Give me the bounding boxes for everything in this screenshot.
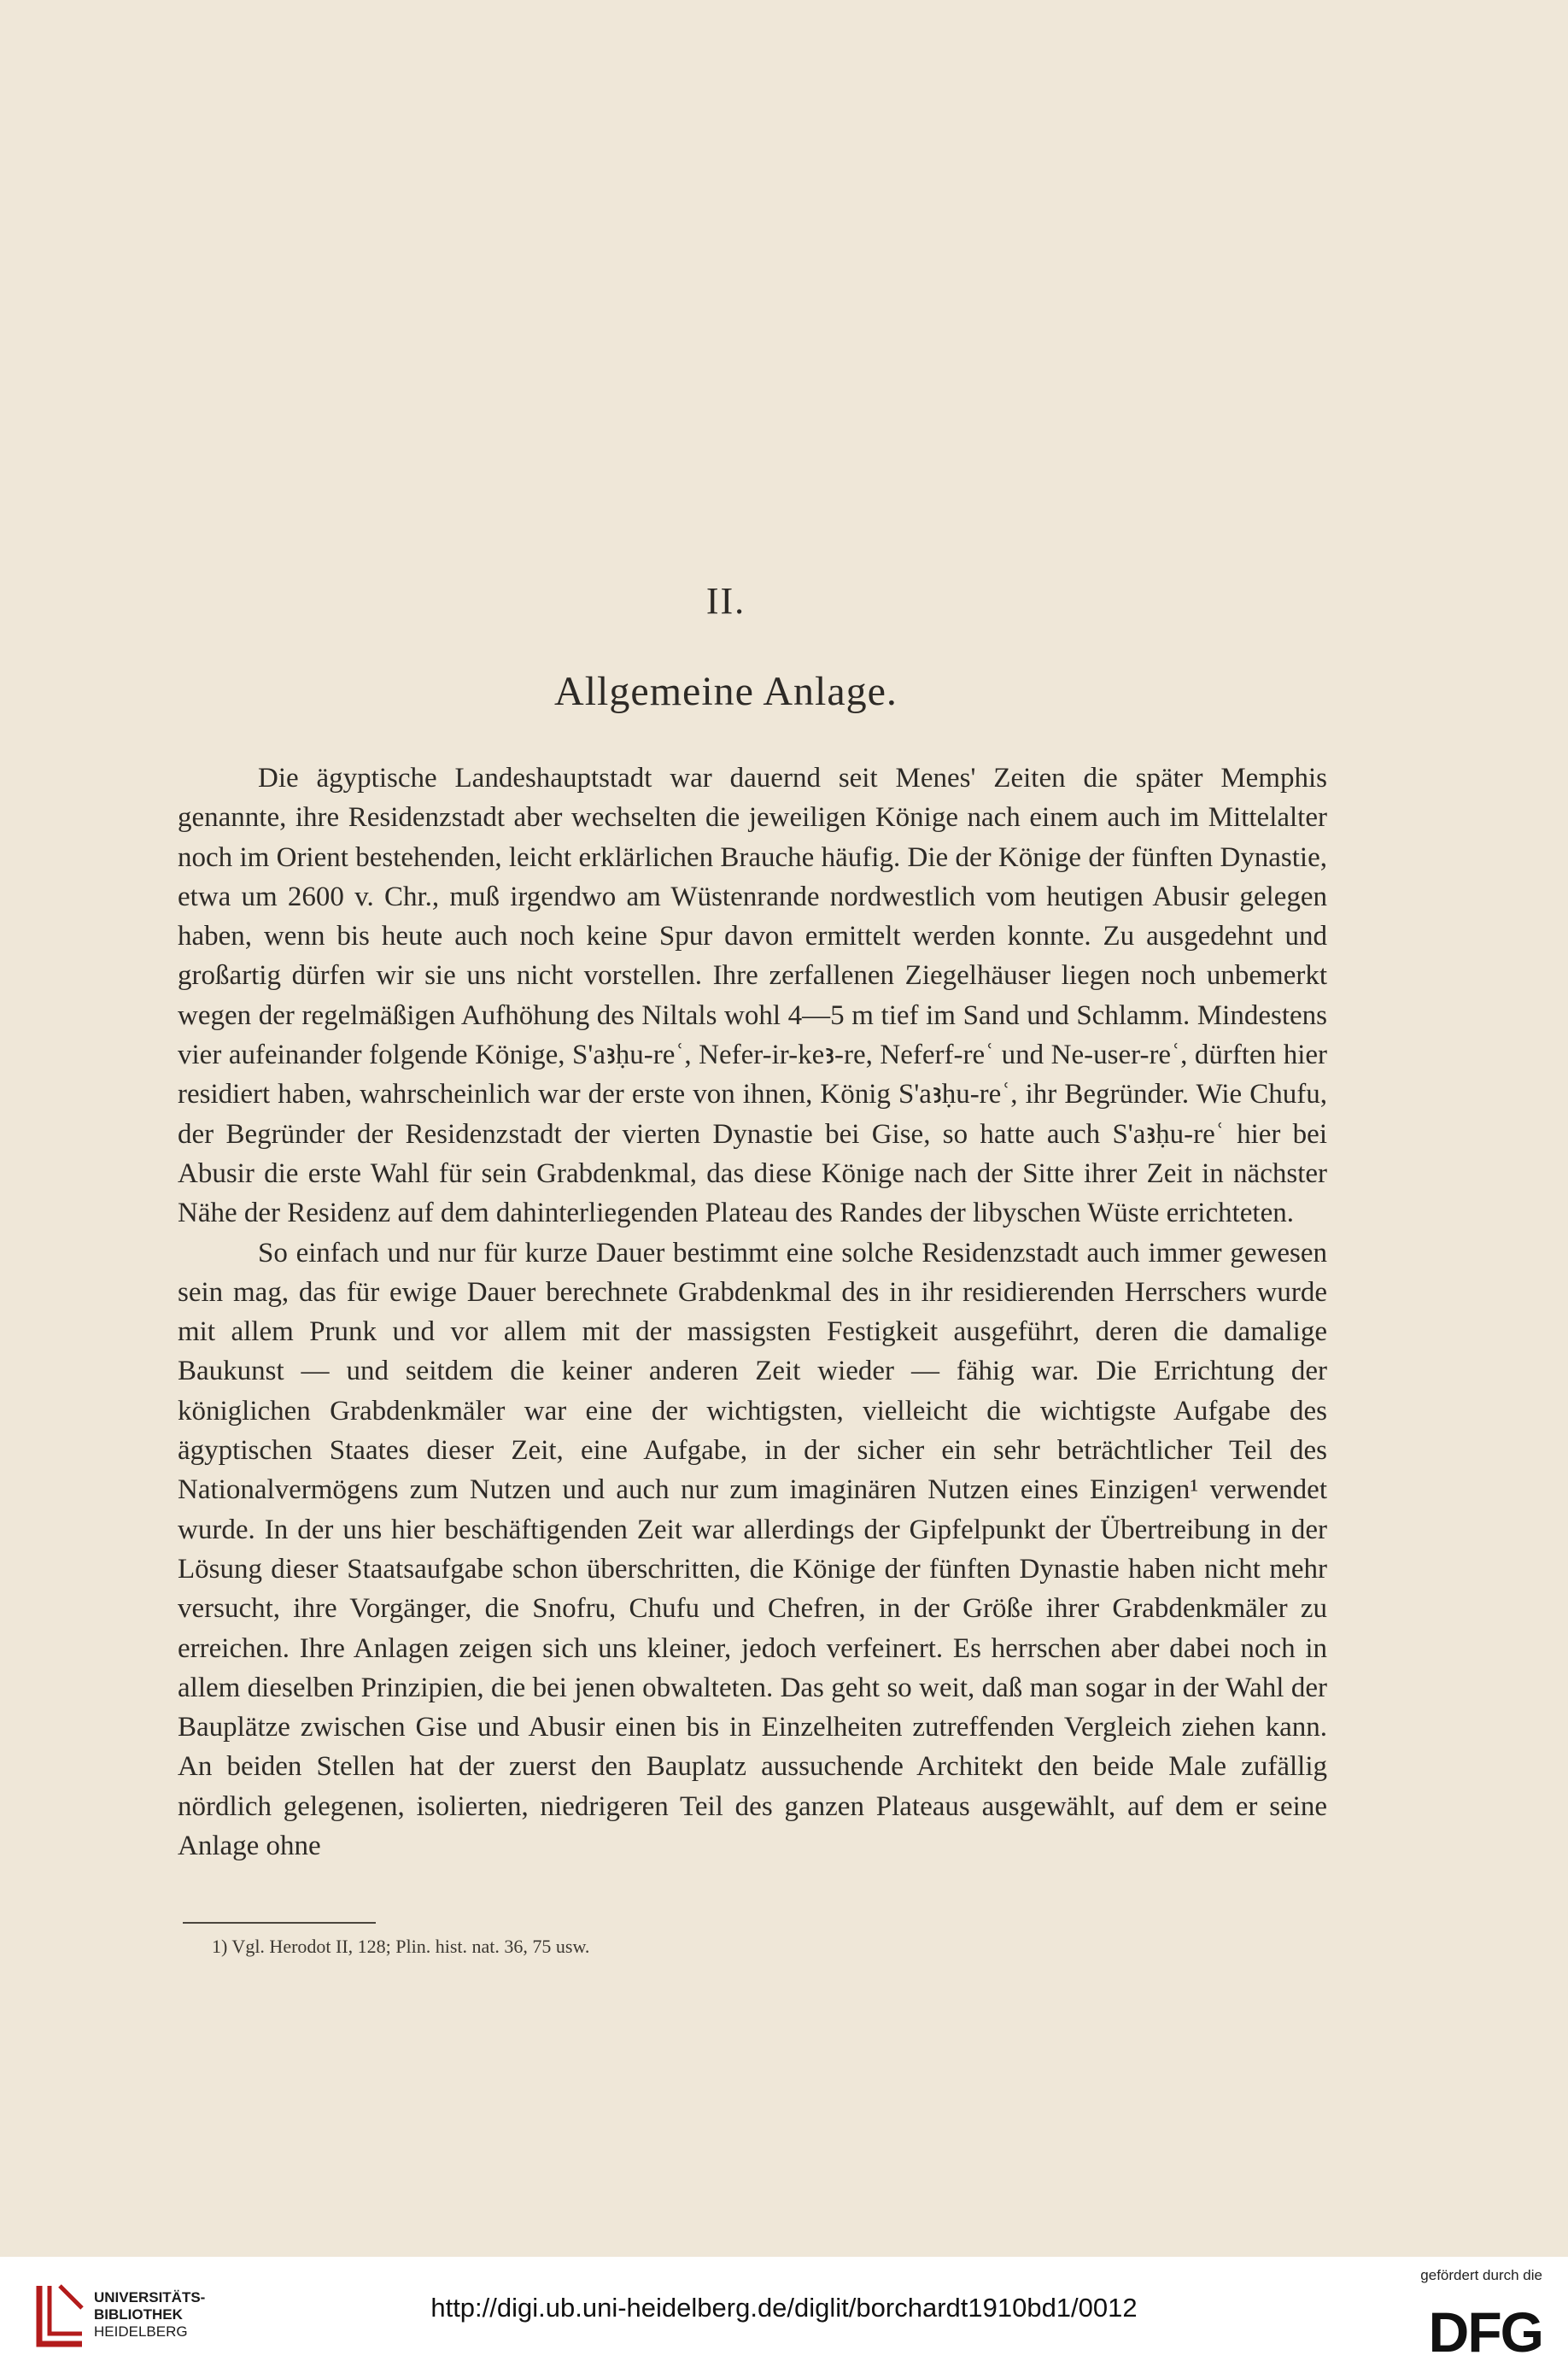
paragraph-2: So einfach und nur für kurze Dauer bestimmt eine solche Residenzstadt auch immer gewesen sein mag, das für ewige Dauer berechnete Grabdenkmal des in ihr residierenden Herrschers wurde mit allem Prunk und vor allem mit der massigsten Festigkeit ausgeführt, deren die damalige Baukunst — und seitdem die keiner anderen Zeit wieder — fähig war. Die Errichtung der königlichen Grabdenkmäler war eine der wichtigsten, vielleicht die wichtigste Aufgabe des ägyptischen Staates dieser Zeit, eine Aufgabe, in der sicher ein sehr beträchtlicher Teil des Nationalvermögens zum Nutzen und auch nur zum imaginären Nutzen eines Einzigen¹ verwendet wurde. In der uns hier beschäftigenden Zeit war allerdings der Gipfelpunkt der Übertreibung in der Lösung dieser Staatsaufgabe schon überschritten, die Könige der fünften Dynastie haben nicht mehr versucht, ihre Vorgänger, die Snofru, Chufu und Chefren, in der Größe ihrer Grabdenkmäler zu erreichen. Ihre Anlagen zeigen sich uns kleiner, jedoch verfeinert. Es herrschen aber dabei noch in allem dieselben Prinzipien, die bei jenen obwalteten. Das geht so weit, daß man sogar in der Wahl der Bauplätze zwischen Gise und Abusir einen bis in Einzelheiten zutreffenden Vergleich ziehen kann. An beiden Stellen hat der zuerst den Bauplatz aussuchende Architekt den beide Male zufällig nördlich gelegenen, isolierten, niedrigeren Teil des ganzen Plateaus ausgewählt, auf dem er seine Anlage ohne	[178, 1237, 1327, 1862]
paragraph-1: Die ägyptische Landeshauptstadt war dauernd seit Menes' Zeiten die später Memphis genannte, ihre Residenzstadt aber wechselten die jeweiligen Könige nach einem auch im Mittelalter noch im Orient bestehenden, leicht erklärlichen Brauche häufig. Die der Könige der fünften Dynastie, etwa um 2600 v. Chr., muß irgendwo am Wüstenrande nordwestlich vom heutigen Abusir gelegen haben, wenn bis heute auch noch keine Spur davon ermittelt werden konnte. Zu ausgedehnt und großartig dürfen wir sie uns nicht vorstellen. Ihre zerfallenen Ziegelhäuser liegen noch unbemerkt wegen der regelmäßigen Aufhöhung des Niltals wohl 4—5 m tief im Sand und Schlamm. Mindestens vier aufeinander folgende Könige, S'aꜣḥu-reʿ, Nefer-ir-keꜣ-re, Neferf-reʿ und Ne-user-reʿ, dürften hier residiert haben, wahrscheinlich war der erste von ihnen, König S'aꜣḥu-reʿ, ihr Begründer. Wie Chufu, der Begründer der Residenzstadt der vierten Dynastie bei Gise, so hatte auch S'aꜣḥu-reʿ hier bei Abusir die erste Wahl für sein Grabdenkmal, das diese Könige nach der Sitte ihrer Zeit in nächster Nähe der Residenz auf dem dahinterliegenden Plateau des Randes der libyschen Wüste errichteten.	[178, 763, 1327, 1229]
chapter-number: II.	[705, 580, 746, 622]
library-name-line-1: UNIVERSITÄTS-	[94, 2289, 206, 2305]
library-name-line-3: HEIDELBERG	[94, 2323, 188, 2340]
source-url-link[interactable]: http://digi.ub.uni-heidelberg.de/diglit/borchardt1910bd1/0012	[430, 2293, 1138, 2323]
footnote-divider	[183, 1922, 376, 1924]
funded-by-label: gefördert durch die	[1420, 2267, 1542, 2283]
library-name-line-2: BIBLIOTHEK	[94, 2306, 183, 2323]
footer-bar	[0, 2257, 1568, 2367]
body-text	[178, 759, 1327, 1866]
dfg-logo: DFG	[1428, 2300, 1542, 2364]
chapter-title: Allgemeine Anlage.	[554, 669, 898, 714]
footnote: 1) Vgl. Herodot II, 128; Plin. hist. nat. 36, 75 usw.	[212, 1936, 590, 1957]
